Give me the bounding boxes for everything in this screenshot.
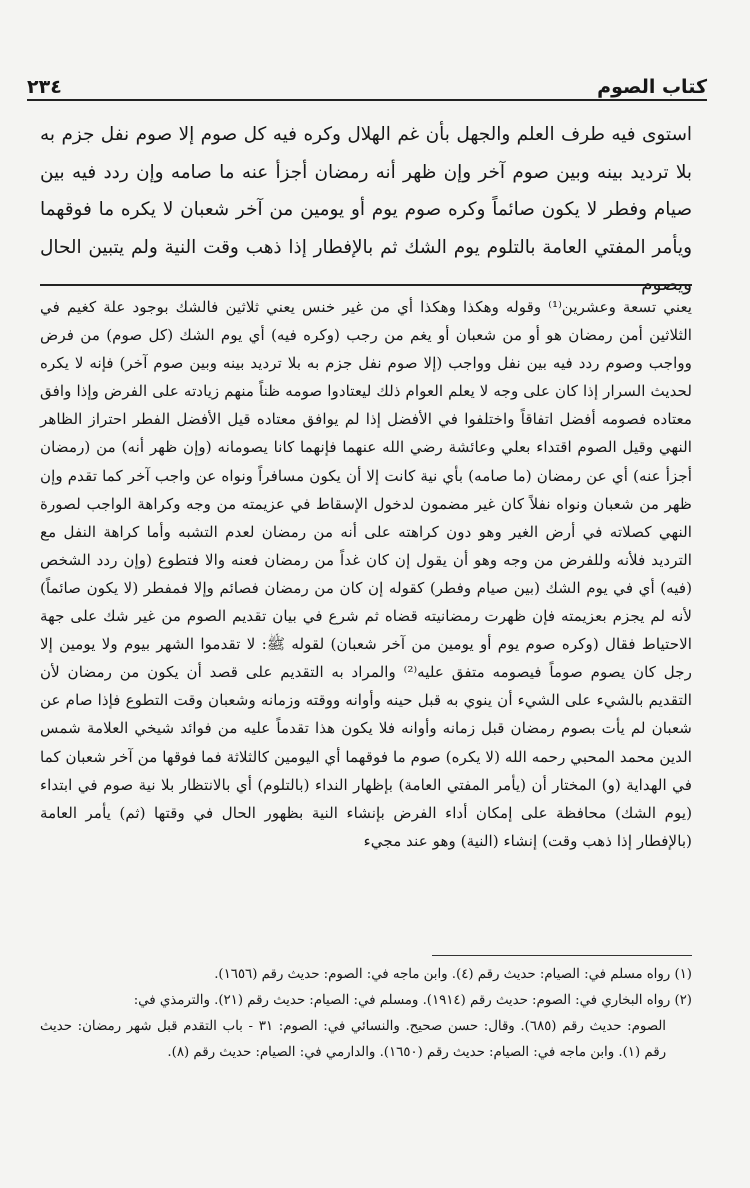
footnote-2: (٢) رواه البخاري في: الصوم: حديث رقم (١٩١٤). ومسلم في: الصيام: حديث رقم (٢١). والترمذي في: xyxy=(133,993,692,1008)
page-number: ٢٣٤ xyxy=(27,76,62,98)
footnotes xyxy=(40,962,692,1066)
header-rule xyxy=(27,99,707,101)
section-divider xyxy=(40,284,692,286)
book-title: كتاب الصوم xyxy=(597,76,707,98)
footnote-divider xyxy=(432,955,692,956)
footnote-2-continued: الصوم: حديث رقم (٦٨٥). وقال: حسن صحيح. والنسائي في: الصوم: ٣١ - باب التقدم قبل شهر رمضان: حديث رقم (١). وابن ماجه في: الصيام: حديث رقم (١٦٥٠). والدارمي في: الصيام: حديث رقم (٨). xyxy=(40,1019,667,1060)
matn-paragraph: استوى فيه طرف العلم والجهل بأن غم الهلال وكره فيه كل صوم إلا صوم نفل جزم به بلا ترديد بينه وبين صوم آخر وإن ظهر أنه رمضان أجزأ عنه ما صامه وإن ردد فيه بين صيام وفطر لا يكون صائماً وكره صوم يوم أو يومين من آخر شعبان لا يكره ما فوقهما ويأمر المفتي العامة بالتلوم يوم الشك ثم بالإفطار إذا ذهب وقت النية ولم يتبين الحال ويصوم xyxy=(40,124,692,295)
matn-text xyxy=(40,116,692,304)
commentary-paragraph: يعني تسعة وعشرين⁽¹⁾ وقوله وهكذا وهكذا أي من غير خنس يعني ثلاثين فالشك بوجود علة كغيم في الثلاثين أمن رمضان هو أو من شعبان أو يغم من رجب (وكره فيه) أي يوم الشك (كل صوم) من فرض وواجب وصوم ردد فيه بين نفل وواجب (إلا صوم نفل جزم به بلا ترديد بينه وبين صوم آخر) فإنه لا يكره لحديث السرار إذا كان على وجه لا يعلم العوام ذلك ليعتادوا صومه ظناً منهم زيادته على الفرض وإذا وافق معتاده فصومه أفضل اتفاقاً واختلفوا في الأفضل إذا لم يوافق معتاده قيل الأفضل الفطر احتراز الظاهر النهي وقيل الصوم اقتداء بعلي وعائشة رضي الله عنهما فإنهما كانا يصومانه (وإن ظهر أنه) من (رمضان أجزأ عنه) أي عن رمضان (ما صامه) بأي نية كانت إلا أن يكون مسافراً ونواه عن واجب آخر كما تقدم وإن ظهر من شعبان ونواه نفلاً كان غير مضمون لدخول الإسقاط في عزيمته من وجه وكراهة الواجب لصورة النهي كصلاته في أرض الغير وهو دون كراهته على أنه من رمضان لعدم التشبه وأما كراهة النفل مع الترديد فلأنه وللفرض من وجه وهو أن يقول إن كان غداً من رمضان فعنه والا فتطوع (وإن ردد الشخص (فيه) أي في يوم الشك (بين صيام وفطر) كقوله إن كان من رمضان فصائم وإلا فمفطر (لا يكون صائماً) لأنه لم يجزم بعزيمته فإن ظهرت رمضانيته قضاه ثم شرع في بيان تقديم الصوم من غير شك على جهة الاحتياط فقال (وكره صوم يوم أو يومين من آخر شعبان) لقوله ﷺ: لا تقدموا الشهر بيوم ولا يومين إلا رجل كان يصوم صوماً فيصومه متفق عليه⁽²⁾ والمراد به التقديم على قصد أن يكون من رمضان لأن التقديم بالشيء على الشيء أن ينوي به قبل حينه وأوانه ووقته وزمانه وشعبان وقت التطوع فإذا صام عن شعبان لم يأت بصوم رمضان قبل زمانه وأوانه فلا يكون هذا تقدماً عليه من فوائد شيخي العلامة شمس الدين محمد المحبي رحمه الله (لا يكره) صوم ما فوقهما أي اليومين كالثلاثة فما فوقها من آخر شعبان كما في الهداية (و) المختار أن (يأمر المفتي العامة) بإظهار النداء (بالتلوم) أي بالانتظار بلا نية صوم في ابتداء (يوم الشك) محافظة على إمكان أداء الفرض بإنشاء النية بظهور الحال في وقتها (ثم) يأمر العامة (بالإفطار إذا ذهب وقت) إنشاء (النية) وهو عند مجيء xyxy=(40,298,692,850)
footnote-1: (١) رواه مسلم في: الصيام: حديث رقم (٤). وابن ماجه في: الصوم: حديث رقم (١٦٥٦). xyxy=(214,967,692,982)
sharh-text xyxy=(40,293,692,855)
page-header xyxy=(27,68,707,98)
